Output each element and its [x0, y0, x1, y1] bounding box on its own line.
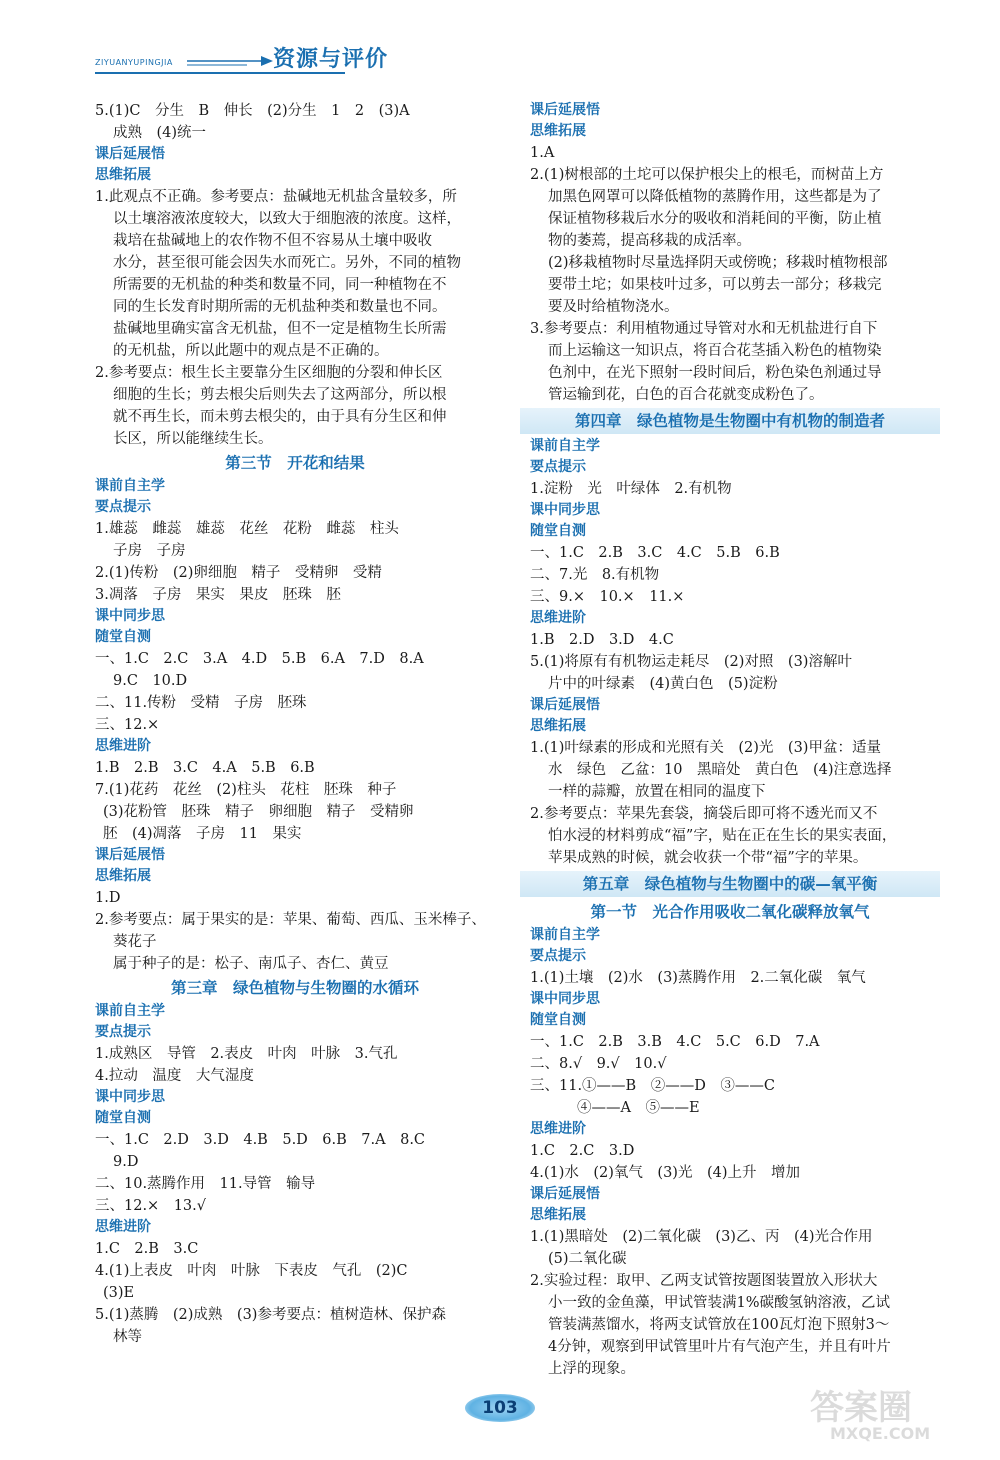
- subsection-label: 课后延展悟: [95, 847, 165, 863]
- answer-line: 胚 (4)凋落 子房 11 果实: [103, 826, 302, 842]
- answer-line: 一样的蒜瓣，放置在相同的温度下: [548, 784, 766, 800]
- answer-line: 1.(1)叶绿素的形成和光照有关 (2)光 (3)甲盆：适量: [530, 740, 881, 756]
- answer-line: 同的生长发育时期所需的无机盐种类和数量也不同。: [113, 299, 447, 315]
- answer-line: 水 绿色 乙盆：10 黑暗处 黄白色 (4)注意选择: [548, 762, 892, 778]
- answer-line: 4.(1)水 (2)氧气 (3)光 (4)上升 增加: [530, 1165, 800, 1181]
- watermark-url: MXQE.COM: [830, 1424, 931, 1443]
- subsection-label: 课中同步思: [95, 608, 165, 624]
- subsection-label: 课后延展悟: [530, 102, 600, 118]
- answer-line: 1.B 2.D 3.D 4.C: [530, 632, 674, 648]
- answer-line: 2.(1)树根部的土坨可以保护根尖上的根毛，而树苗上方: [530, 167, 884, 183]
- answer-line: 栽培在盐碱地上的农作物不但不容易从土壤中吸收: [113, 233, 432, 249]
- answer-line: 2.(1)传粉 (2)卵细胞 精子 受精卵 受精: [95, 565, 382, 581]
- answer-line: 5.(1)C 分生 B 伸长 (2)分生 1 2 (3)A: [95, 103, 410, 119]
- subsection-label: 要点提示: [530, 948, 586, 964]
- chapter-title: 第五章 绿色植物与生物圈中的碳—氧平衡: [520, 871, 940, 897]
- answer-line: 7.(1)花药 花丝 (2)柱头 花柱 胚珠 种子: [95, 782, 397, 798]
- page-number-badge: [455, 1390, 545, 1426]
- answer-line: 2.参考要点：根生长主要靠分生区细胞的分裂和伸长区: [95, 365, 443, 381]
- answer-line: 1.成熟区 导管 2.表皮 叶肉 叶脉 3.气孔: [95, 1046, 398, 1062]
- answer-line: 3.凋落 子房 果实 果皮 胚珠 胚: [95, 587, 341, 603]
- answer-line: 三、9.× 10.× 11.×: [530, 589, 685, 605]
- subsection-label: 思维拓展: [95, 868, 151, 884]
- subsection-label: 课前自主学: [530, 927, 600, 943]
- answer-line: 4.拉动 温度 大气湿度: [95, 1068, 254, 1084]
- answer-line: 子房 子房: [113, 543, 186, 559]
- answer-line: 一、1.C 2.C 3.A 4.D 5.B 6.A 7.D 8.A: [95, 651, 424, 667]
- answer-line: 5.(1)将原有有机物运走耗尽 (2)对照 (3)溶解叶: [530, 654, 852, 670]
- answer-line: 葵花子: [113, 934, 157, 950]
- chapter-title: 第四章 绿色植物是生物圈中有机物的制造者: [520, 408, 940, 434]
- answer-line: (3)花粉管 胚珠 精子 卵细胞 精子 受精卵: [103, 804, 414, 820]
- answer-line: 长区，所以能继续生长。: [113, 431, 273, 447]
- page-number: 103: [482, 1398, 518, 1418]
- section-title: 第三节 开花和结果: [225, 454, 365, 472]
- answer-line: 怕水浸的材料剪成“福”字，贴在正在生长的果实表面，: [548, 828, 897, 844]
- subsection-label: 课中同步思: [530, 502, 600, 518]
- answer-line: 三、11.①——B ②——D ③——C: [530, 1078, 775, 1094]
- answer-line: 4分钟，观察到甲试管里叶片有气泡产生，并且有叶片: [548, 1339, 891, 1355]
- answer-line: 物的萎蔫，提高移栽的成活率。: [548, 233, 751, 249]
- answer-line: 水分，甚至很可能会因失水而死亡。另外，不同的植物: [113, 255, 461, 271]
- answer-line: 所需要的无机盐的种类和数量不同，同一种植物在不: [113, 277, 447, 293]
- subsection-label: 思维进阶: [530, 1121, 586, 1137]
- answer-line: 9.D: [113, 1154, 139, 1170]
- subsection-label: 课中同步思: [530, 991, 600, 1007]
- subsection-label: 思维拓展: [530, 1207, 586, 1223]
- answer-line: 要及时给植物浇水。: [548, 299, 679, 315]
- answer-line: 1.(1)土壤 (2)水 (3)蒸腾作用 2.二氧化碳 氧气: [530, 970, 866, 986]
- answer-line: (3)E: [103, 1285, 135, 1301]
- answer-line: 保证植物移栽后水分的吸收和消耗间的平衡，防止植: [548, 211, 882, 227]
- answer-line: 3.参考要点：利用植物通过导管对水和无机盐进行自下: [530, 321, 878, 337]
- answer-line: 一、1.C 2.B 3.B 4.C 5.C 6.D 7.A: [530, 1034, 820, 1050]
- answer-line: 二、10.蒸腾作用 11.导管 输导: [95, 1176, 316, 1192]
- answer-line: 1.C 2.B 3.C: [95, 1241, 199, 1257]
- answer-line: 1.此观点不正确。参考要点：盐碱地无机盐含量较多，所: [95, 189, 457, 205]
- answer-line: 二、7.光 8.有机物: [530, 567, 660, 583]
- answer-line: 1.D: [95, 890, 121, 906]
- subsection-label: 思维进阶: [530, 610, 586, 626]
- answer-line: 要带土坨；如果枝叶过多，可以剪去一部分；移栽完: [548, 277, 882, 293]
- answer-line: 2.参考要点：属于果实的是：苹果、葡萄、西瓜、玉米棒子、: [95, 912, 486, 928]
- answer-line: 的无机盐，所以此题中的观点是不正确的。: [113, 343, 389, 359]
- subsection-label: 课后延展悟: [530, 697, 600, 713]
- answer-line: 1.雄蕊 雌蕊 雄蕊 花丝 花粉 雌蕊 柱头: [95, 521, 399, 537]
- subsection-label: 课前自主学: [95, 478, 165, 494]
- answer-line: 1.C 2.C 3.D: [530, 1143, 635, 1159]
- left-column: [95, 100, 495, 1348]
- answer-line: 三、12.×: [95, 717, 160, 733]
- answer-line: 1.B 2.B 3.C 4.A 5.B 6.B: [95, 760, 315, 776]
- page-header: [95, 40, 395, 80]
- answer-line: (5)二氧化碳: [548, 1251, 627, 1267]
- answer-line: 上浮的现象。: [548, 1361, 635, 1377]
- answer-line: 而上运输这一知识点，将百合花茎插入粉色的植物染: [548, 343, 882, 359]
- header-pinyin: ZIYUANYUPINGJIA: [95, 58, 173, 67]
- header-brand: 资源与评价: [273, 47, 389, 72]
- answer-line: 1.淀粉 光 叶绿体 2.有机物: [530, 481, 732, 497]
- answer-line: 管装满蒸馏水，将两支试管放在100瓦灯泡下照射3～: [548, 1317, 890, 1333]
- watermark: [800, 1380, 980, 1450]
- subsection-label: 课后延展悟: [95, 146, 165, 162]
- answer-line: 一、1.C 2.B 3.C 4.C 5.B 6.B: [530, 545, 780, 561]
- subsection-label: 课前自主学: [530, 438, 600, 454]
- subsection-label: 课前自主学: [95, 1003, 165, 1019]
- answer-line: 一、1.C 2.D 3.D 4.B 5.D 6.B 7.A 8.C: [95, 1132, 426, 1148]
- answer-line: 以土壤溶液浓度较大，以致大于细胞液的浓度。这样，: [113, 211, 461, 227]
- subsection-label: 随堂自测: [530, 523, 586, 539]
- subsection-label: 要点提示: [95, 1024, 151, 1040]
- answer-line: 9.C 10.D: [113, 673, 188, 689]
- answer-line: 2.参考要点：苹果先套袋，摘袋后即可将不透光而又不: [530, 806, 878, 822]
- subsection-label: 课中同步思: [95, 1089, 165, 1105]
- subsection-label: 思维拓展: [530, 718, 586, 734]
- answer-line: 二、8.√ 9.√ 10.√: [530, 1056, 667, 1072]
- answer-line: 2.实验过程：取甲、乙两支试管按题图装置放入形状大: [530, 1273, 878, 1289]
- answer-line: 三、12.× 13.√: [95, 1198, 207, 1214]
- answer-line: 管运输到花，白色的百合花就变成粉色了。: [548, 387, 824, 403]
- answer-line: 小一致的金鱼藻，甲试管装满1%碳酸氢钠溶液，乙试: [548, 1295, 891, 1311]
- answer-line: 色剂中，在光下照射一段时间后，粉色染色剂通过导: [548, 365, 882, 381]
- answer-line: 属于种子的是：松子、南瓜子、杏仁、黄豆: [113, 956, 389, 972]
- answer-line: 苹果成熟的时候，就会收获一个带“福”字的苹果。: [548, 850, 868, 866]
- answer-line: 加黑色网罩可以降低植物的蒸腾作用，这些都是为了: [548, 189, 882, 205]
- subsection-label: 要点提示: [530, 459, 586, 475]
- header-rule: [95, 72, 345, 74]
- subsection-label: 思维拓展: [530, 123, 586, 139]
- subsection-label: 随堂自测: [530, 1012, 586, 1028]
- section-title: 第一节 光合作用吸收二氧化碳释放氧气: [590, 903, 870, 921]
- answer-line: 4.(1)上表皮 叶肉 叶脉 下表皮 气孔 (2)C: [95, 1263, 408, 1279]
- answer-line: 林等: [113, 1329, 142, 1345]
- subsection-label: 随堂自测: [95, 1110, 151, 1126]
- answer-line: ④——A ⑤——E: [548, 1100, 700, 1116]
- answer-line: 1.(1)黑暗处 (2)二氧化碳 (3)乙、丙 (4)光合作用: [530, 1229, 873, 1245]
- subsection-label: 思维进阶: [95, 738, 151, 754]
- subsection-label: 思维进阶: [95, 1219, 151, 1235]
- watermark-main: 答案圈: [810, 1388, 912, 1428]
- arrow-icon: [187, 54, 273, 68]
- answer-line: 5.(1)蒸腾 (2)成熟 (3)参考要点：植树造林、保护森: [95, 1307, 446, 1323]
- answer-line: 成熟 (4)统一: [113, 125, 207, 141]
- answer-line: (2)移栽植物时尽量选择阴天或傍晚；移栽时植物根部: [548, 255, 888, 271]
- section-title: 第三章 绿色植物与生物圈的水循环: [170, 979, 419, 997]
- answer-line: 盐碱地里确实富含无机盐，但不一定是植物生长所需: [113, 321, 447, 337]
- subsection-label: 随堂自测: [95, 629, 151, 645]
- answer-line: 二、11.传粉 受精 子房 胚珠: [95, 695, 307, 711]
- right-column: [530, 100, 930, 1380]
- subsection-label: 课后延展悟: [530, 1186, 600, 1202]
- subsection-label: 思维拓展: [95, 167, 151, 183]
- subsection-label: 要点提示: [95, 499, 151, 515]
- answer-line: 就不再生长，而未剪去根尖的，由于具有分生区和伸: [113, 409, 447, 425]
- answer-line: 1.A: [530, 145, 555, 161]
- answer-line: 片中的叶绿素 (4)黄白色 (5)淀粉: [548, 676, 778, 692]
- answer-line: 细胞的生长；剪去根尖后则失去了这两部分，所以根: [113, 387, 447, 403]
